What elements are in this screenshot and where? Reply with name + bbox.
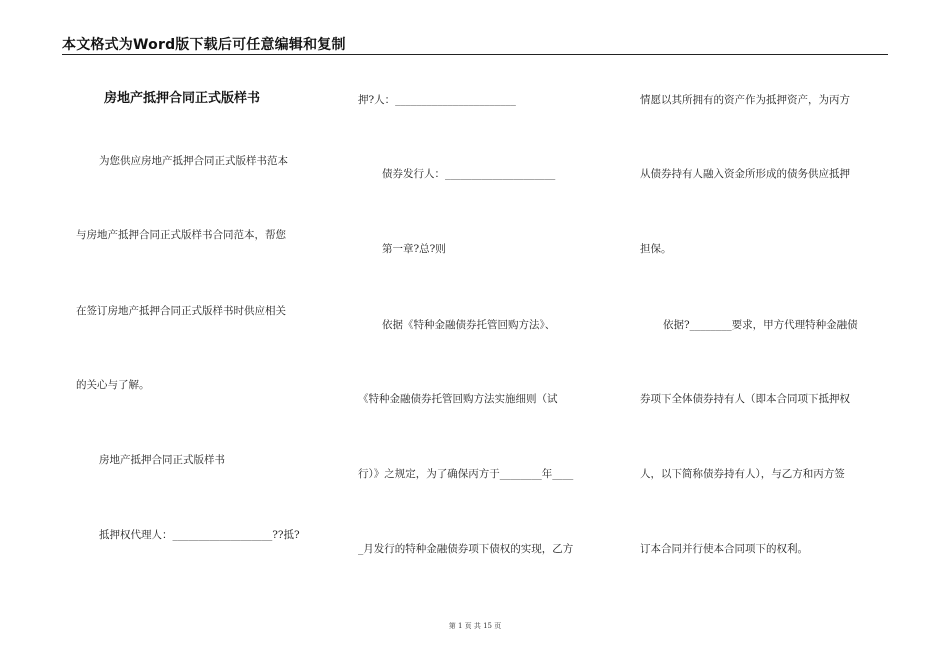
text-line: 与房地产抵押合同正式版样书合同范本，帮您	[76, 229, 286, 241]
page-header	[62, 34, 888, 55]
text-line: 的关心与了解。	[76, 379, 150, 391]
text-line: 情愿以其所拥有的资产作为抵押资产，为丙方	[640, 94, 850, 106]
text-line: 在签订房地产抵押合同正式版样书时供应相关	[76, 305, 286, 317]
text-line: 担保。	[640, 243, 672, 255]
text-line: 人，以下简称债券持有人），与乙方和丙方签	[640, 468, 845, 480]
text-line: 依据《特种金融债券托管回购方法》、	[382, 319, 556, 331]
header-title: 本文格式为Word版下载后可任意编辑和复制	[62, 37, 346, 53]
text-line: 为您供应房地产抵押合同正式版样书范本	[99, 155, 288, 167]
document-title: 房地产抵押合同正式版样书	[104, 91, 261, 106]
text-line: 第一章?总?则	[382, 243, 446, 255]
text-line: 依据?________要求，甲方代理特种金融债	[663, 319, 858, 331]
page-footer: 第 1 页 共 15 页	[448, 622, 502, 630]
text-line: 房地产抵押合同正式版样书	[99, 454, 225, 466]
text-line: 券项下全体债券持有人（即本合同项下抵押权	[640, 393, 850, 405]
text-line: 押?人：_______________________	[358, 94, 516, 106]
text-line: _月发行的特种金融债券项下债权的实现，乙方	[358, 543, 574, 555]
text-line: 行）》之规定，为了确保丙方于________年____	[358, 468, 574, 480]
text-line: 订本合同并行使本合同项下的权利。	[640, 543, 808, 555]
text-line: 抵押权代理人：___________________??抵?	[99, 529, 300, 541]
text-line: 《特种金融债券托管回购方法实施细则（试	[358, 393, 558, 405]
text-line: 从债券持有人融入资金所形成的债务供应抵押	[640, 168, 850, 180]
text-line: 债券发行人：_____________________	[382, 168, 556, 180]
